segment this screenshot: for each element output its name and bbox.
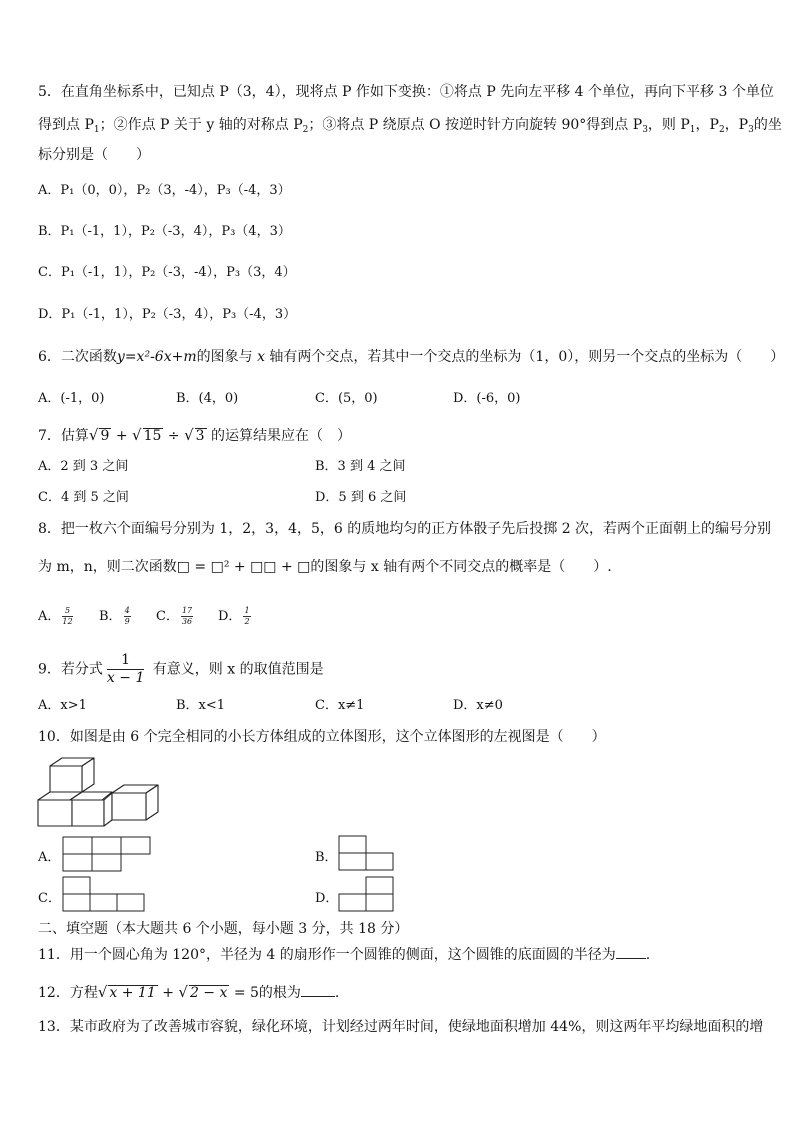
q8-option-label: D． — [218, 609, 242, 624]
q8-option-a[interactable] — [38, 606, 75, 627]
q6-option-b[interactable]: B．(4，0) — [176, 391, 239, 406]
q9-stem — [38, 652, 324, 687]
q7-stem: 7．估算√ 9 + √ 15 ÷ √ 3 的运算结果应在（ ） — [38, 426, 352, 444]
q12-text: . — [334, 985, 340, 1001]
q12-text: 的根为 — [258, 985, 301, 1001]
q8-option-denominator: 36 — [181, 617, 193, 626]
q5-text: ；②作点 P 关于 y 轴的对称点 P — [99, 117, 303, 133]
q8-option-numerator: 1 — [244, 606, 250, 615]
q11-stem — [38, 946, 650, 964]
q6-stem — [38, 348, 784, 366]
q10-solid-figure — [36, 756, 162, 829]
q12-answer-blank[interactable] — [301, 984, 335, 997]
q6-option-a[interactable]: A．(-1，0) — [38, 391, 105, 406]
figure-front-face — [50, 766, 82, 792]
q5-text: 的坐 — [753, 117, 782, 133]
q5-text: ，则 P — [647, 117, 690, 133]
q9-option-a[interactable]: A．x>1 — [38, 698, 87, 713]
q9-option-d[interactable]: D．x≠0 — [453, 698, 503, 713]
q12-radicand-2: 2 − x — [189, 985, 228, 1001]
q7-option-b[interactable]: B．3 到 4 之间 — [315, 459, 406, 474]
q5-option-b[interactable]: B．P₁（-1，1），P₂（-3，4），P₃（4，3） — [38, 224, 291, 239]
q11-text: 11．用一个圆心角为 120°，半径为 4 的扇形作一个圆锥的侧面，这个圆锥的底面圆的半径为 — [38, 947, 616, 963]
q11-text: . — [645, 947, 651, 963]
q5-option-c[interactable]: C．P₁（-1，1），P₂（-3，-4），P₃（3，4） — [38, 265, 296, 280]
q6-option-d[interactable]: D．(-6，0) — [453, 391, 521, 406]
q5-line3: 标分别是（ ） — [38, 147, 150, 163]
q5-option-d[interactable]: D．P₁（-1，1），P₂（-3，4），P₃（-4，3） — [38, 307, 297, 322]
q7-text: 7．估算 — [38, 428, 89, 444]
q8-line1: 8．把一枚六个面编号分别为 1，2，3，4，5，6 的质地均匀的正方体骰子先后投掷 2 次，若两个正面朝上的编号分别 — [38, 521, 772, 537]
q10-stem: 10．如图是由 6 个完全相同的小长方体组成的立体图形，这个立体图形的左视图是（ ） — [38, 729, 606, 745]
q10-option-a-figure[interactable] — [62, 836, 152, 874]
q11-answer-blank[interactable] — [616, 946, 646, 959]
q5-text: ；③将点 P 绕原点 O 按逆时针方向旋转 90°得到点 P — [308, 117, 643, 133]
q6-text: 的图象与 — [196, 349, 253, 365]
q10-option-b-label[interactable]: B． — [315, 850, 338, 865]
q8-option-d[interactable] — [218, 606, 253, 627]
q12-operator: + — [162, 985, 174, 1001]
q12-equals: = 5 — [233, 985, 259, 1001]
q7-radicand-3: 3 — [195, 428, 205, 444]
q8-option-c[interactable] — [156, 606, 195, 627]
q8-line2 — [38, 558, 612, 576]
q8-formula: □ = □² + □□ + □ — [176, 559, 311, 575]
q7-option-a[interactable]: A．2 到 3 之间 — [38, 459, 129, 474]
q10-option-b-figure[interactable] — [338, 835, 396, 873]
q5-line2: 得到点 $P_1$；②作点 P 关于 y 轴的对称点 $P_2$；③将点 P 绕原点 O 按逆时针方向旋转 90°得到点 $P_3$，则 $P_1$，$P_2$，$P_3$的坐 — [38, 117, 782, 135]
q8-option-label: C． — [156, 609, 179, 624]
q8-option-numerator: 5 — [62, 606, 72, 617]
q7-option-d[interactable]: D．5 到 6 之间 — [315, 490, 407, 505]
q9-option-b[interactable]: B．x<1 — [176, 698, 226, 713]
q13-stem: 13．某市政府为了改善城市容貌，绿化环境，计划经过两年时间，使绿地面积增加 44%，则这两年平均绿地面积的增 — [38, 1019, 764, 1035]
q7-operator: ÷ — [167, 428, 180, 444]
q9-numerator: 1 — [107, 652, 144, 670]
q5-option-a[interactable]: A．P₁（0，0），P₂（3，-4），P₃（-4，3） — [38, 183, 291, 198]
q9-text: 9．若分式 — [38, 661, 103, 678]
q8-option-denominator: 9 — [124, 617, 130, 626]
q9-option-c[interactable]: C．x≠1 — [315, 698, 365, 713]
q5-text: ，P — [695, 117, 719, 133]
q7-text: 的运算结果应在（ ） — [211, 428, 352, 444]
q8-option-numerator: 17 — [181, 606, 193, 615]
q5-text: ，P — [724, 117, 749, 133]
q10-option-c-figure[interactable] — [62, 876, 148, 914]
q8-option-b[interactable] — [99, 606, 133, 627]
section-fill-blank-heading: 二、填空题（本大题共 6 个小题，每小题 3 分，共 18 分） — [38, 921, 409, 937]
q10-option-a-label[interactable]: A． — [38, 850, 61, 865]
q7-option-c[interactable]: C．4 到 5 之间 — [38, 490, 129, 505]
q8-text: 的图象与 x 轴有两个不同交点的概率是（ ）. — [310, 559, 612, 575]
q9-text: 有意义，则 x 的取值范围是 — [152, 661, 324, 678]
q8-option-denominator: 12 — [62, 617, 73, 626]
q12-text: 12．方程 — [38, 985, 98, 1001]
q9-denominator: x − 1 — [106, 670, 145, 686]
q12-radicand-1: x + 11 — [109, 985, 156, 1001]
figure-front-face — [112, 793, 146, 820]
q6-formula: y=x²-6x+m — [116, 349, 197, 365]
q7-radicand-1: 9 — [100, 428, 110, 444]
q6-text: 轴有两个交点，若其中一个交点的坐标为（1，0），则另一个交点的坐标为（ ） — [269, 349, 785, 365]
q6-variable: x — [257, 349, 265, 365]
q6-option-c[interactable]: C．(5，0) — [315, 391, 378, 406]
q8-text: 为 m，n，则二次函数 — [38, 559, 177, 575]
figure-front-face — [72, 800, 104, 826]
q8-option-label: A． — [38, 609, 61, 624]
q10-option-c-label[interactable]: C． — [38, 891, 61, 906]
q7-operator: + — [115, 428, 128, 444]
q12-stem: 12．方程√ x + 11 + √ 2 − x = 5的根为 . — [38, 983, 340, 1001]
q5-line1: 5．在直角坐标系中，已知点 P（3，4），现将点 P 作如下变换：①将点 P 先向左平移 4 个单位，再向下平移 3 个单位 — [38, 84, 774, 100]
q5-text: 得到点 P — [38, 117, 94, 133]
q7-radicand-2: 15 — [143, 428, 162, 444]
q10-option-d-figure[interactable] — [338, 876, 396, 914]
q8-option-denominator: 2 — [244, 617, 250, 626]
q8-option-label: B． — [99, 609, 122, 624]
q8-option-numerator: 4 — [124, 606, 130, 615]
q10-option-d-label[interactable]: D． — [315, 891, 339, 906]
figure-front-face — [38, 800, 72, 826]
q6-text: 6．二次函数 — [38, 349, 117, 365]
